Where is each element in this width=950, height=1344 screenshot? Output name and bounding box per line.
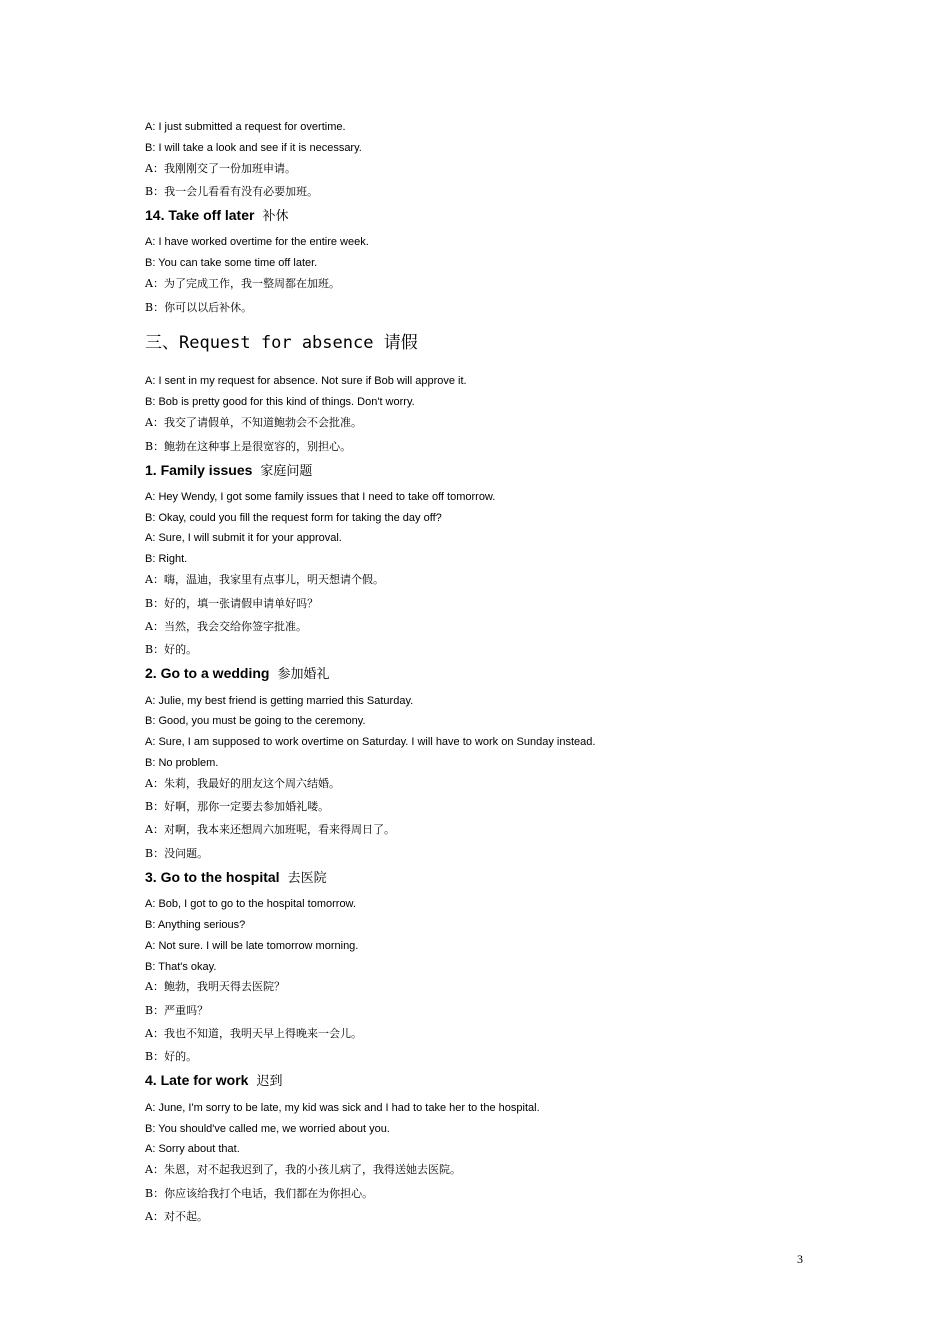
heading-go-to-a-wedding (145, 664, 329, 684)
dialogue-line-zh: B：我一会儿看看有没有必要加班。 (145, 185, 319, 198)
dialogue-line-zh: B：你应该给我打个电话，我们都在为你担心。 (145, 1187, 374, 1200)
section-title-request-for-absence: 三、Request for absence 请假 (145, 333, 418, 353)
dialogue-line: A: I have worked overtime for the entire week. (145, 236, 369, 248)
heading-en: 3. Go to the hospital (145, 869, 280, 885)
dialogue-line: B: Good, you must be going to the ceremony. (145, 715, 366, 727)
dialogue-line-zh: B：好的。 (145, 643, 198, 656)
dialogue-line-zh: A：我也不知道，我明天早上得晚来一会儿。 (145, 1027, 362, 1040)
dialogue-line-zh: A：朱莉，我最好的朋友这个周六结婚。 (145, 777, 340, 790)
dialogue-line: A: I just submitted a request for overtime. (145, 121, 346, 133)
dialogue-line-zh: A：当然，我会交给你签字批准。 (145, 620, 307, 633)
dialogue-line-zh: B：你可以以后补休。 (145, 301, 253, 314)
heading-zh: 迟到 (256, 1074, 283, 1089)
dialogue-line: A: June, I'm sorry to be late, my kid was sick and I had to take her to the hospital. (145, 1102, 540, 1114)
dialogue-line: A: I sent in my request for absence. Not sure if Bob will approve it. (145, 375, 467, 387)
dialogue-line: B: Right. (145, 553, 188, 565)
dialogue-line: B: That's okay. (145, 961, 217, 973)
dialogue-line: B: I will take a look and see if it is necessary. (145, 142, 362, 154)
dialogue-line: B: You should've called me, we worried about you. (145, 1123, 390, 1135)
dialogue-line: B: You can take some time off later. (145, 257, 318, 269)
dialogue-line-zh: A：对不起。 (145, 1210, 208, 1223)
dialogue-line-zh: A：嗨，温迪，我家里有点事儿，明天想请个假。 (145, 573, 384, 586)
dialogue-line-zh: B：鲍勃在这种事上是很宽容的，别担心。 (145, 440, 352, 453)
dialogue-line: B: Anything serious? (145, 919, 246, 931)
dialogue-line-zh: A：为了完成工作，我一整周都在加班。 (145, 277, 340, 290)
heading-go-to-the-hospital (145, 868, 327, 888)
page-number: 3 (797, 1252, 803, 1266)
dialogue-line: B: Okay, could you fill the request form for taking the day off? (145, 512, 442, 524)
dialogue-line: A: Julie, my best friend is getting married this Saturday. (145, 695, 414, 707)
dialogue-line-zh: A：朱恩，对不起我迟到了，我的小孩儿病了，我得送她去医院。 (145, 1163, 461, 1176)
heading-late-for-work (145, 1071, 282, 1091)
dialogue-line-zh: B：没问题。 (145, 847, 209, 860)
dialogue-line: A: Not sure. I will be late tomorrow morning. (145, 940, 359, 952)
heading-take-off-later (145, 206, 288, 226)
dialogue-line: A: Sure, I am supposed to work overtime on Saturday. I will have to work on Sunday instead. (145, 736, 596, 748)
heading-zh: 参加婚礼 (277, 667, 330, 682)
dialogue-line-zh: B：好的。 (145, 1050, 198, 1063)
heading-en: 2. Go to a wedding (145, 665, 270, 681)
dialogue-line-zh: A：我交了请假单，不知道鲍勃会不会批准。 (145, 416, 362, 429)
heading-en: 1. Family issues (145, 462, 253, 478)
heading-en: 14. Take off later (145, 207, 255, 223)
heading-zh: 家庭问题 (260, 464, 313, 479)
dialogue-line-zh: B：严重吗？ (145, 1004, 209, 1017)
heading-zh: 去医院 (287, 871, 327, 886)
dialogue-line-zh: B：好啊，那你一定要去参加婚礼喽。 (145, 800, 330, 813)
dialogue-line-zh: A：对啊，我本来还想周六加班呢，看来得周日了。 (145, 823, 395, 836)
heading-family-issues (145, 461, 312, 481)
dialogue-line: B: Bob is pretty good for this kind of things. Don't worry. (145, 396, 415, 408)
dialogue-line: A: Sure, I will submit it for your approval. (145, 532, 342, 544)
dialogue-line-zh: A：鲍勃，我明天得去医院？ (145, 980, 285, 993)
dialogue-line: A: Bob, I got to go to the hospital tomorrow. (145, 898, 356, 910)
dialogue-line-zh: B：好的，填一张请假申请单好吗？ (145, 597, 319, 610)
dialogue-line: B: No problem. (145, 757, 219, 769)
heading-en: 4. Late for work (145, 1072, 249, 1088)
dialogue-line: A: Hey Wendy, I got some family issues that I need to take off tomorrow. (145, 491, 496, 503)
dialogue-line-zh: A：我刚刚交了一份加班申请。 (145, 162, 296, 175)
dialogue-line: A: Sorry about that. (145, 1143, 240, 1155)
heading-zh: 补休 (262, 209, 289, 224)
